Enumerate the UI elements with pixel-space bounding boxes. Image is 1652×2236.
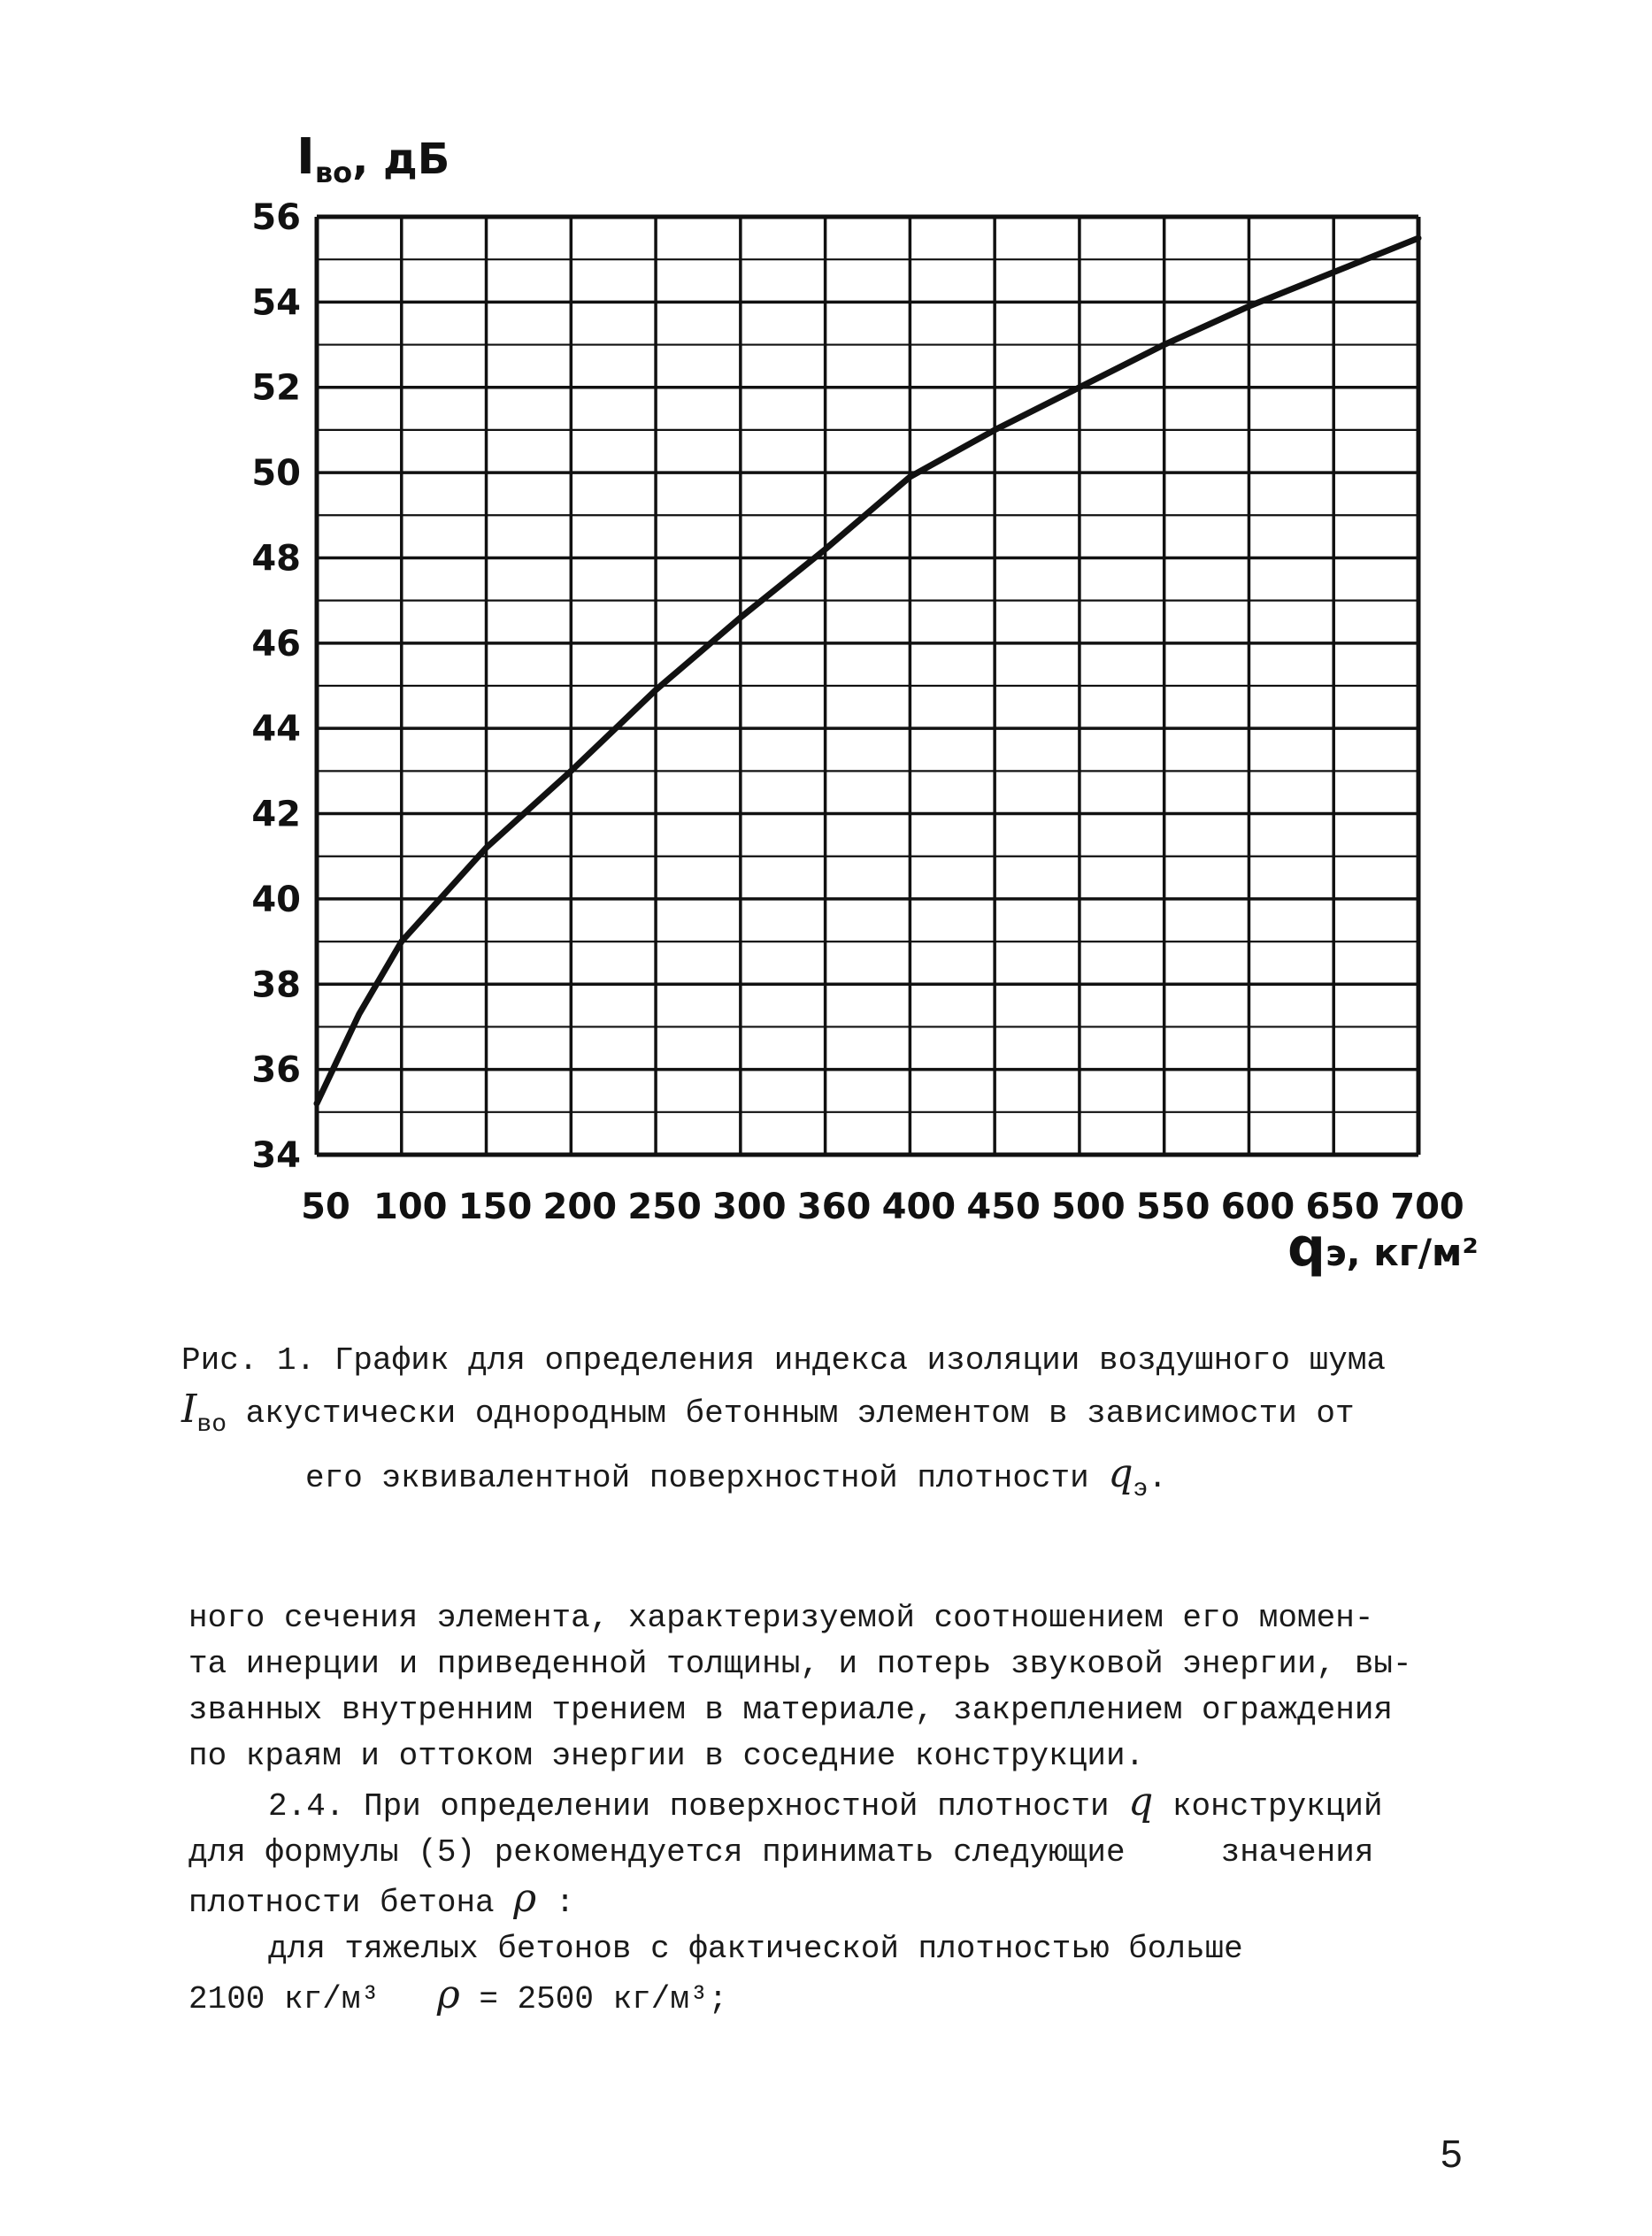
- y-tick-label: 52: [251, 367, 301, 409]
- x-tick-label: 650: [1305, 1187, 1379, 1227]
- y-tick-label: 40: [251, 879, 301, 920]
- y-axis-title: Iво, дБ: [296, 128, 450, 189]
- x-tick-label: 150: [457, 1187, 533, 1227]
- paragraph-line: по краям и оттоком энергии в соседние конструкции.: [188, 1738, 1145, 1774]
- x-tick-label: 400: [881, 1187, 957, 1227]
- y-tick-label: 36: [251, 1049, 301, 1091]
- x-tick-label: 450: [966, 1187, 1041, 1227]
- y-tick-labels: [251, 197, 301, 1176]
- y-tick-label: 38: [251, 964, 301, 1006]
- paragraph-line: та инерции и приведенной толщины, и потерь звуковой энергии, вы-: [188, 1646, 1412, 1682]
- x-tick-label: 50: [301, 1187, 350, 1227]
- symbol-i: I: [181, 1387, 197, 1432]
- paragraph-line: ного сечения элемента, характеризуемой соотношением его момен-: [188, 1600, 1374, 1636]
- symbol-q-sub: э: [1133, 1476, 1149, 1503]
- paragraph-line: званных внутренним трением в материале, закреплением ограждения: [188, 1692, 1394, 1728]
- x-tick-label: 500: [1051, 1187, 1126, 1227]
- symbol-q: q: [1108, 1451, 1133, 1496]
- caption-line-1: Рис. 1. График для определения индекса изоляции воздушного шума: [181, 1342, 1387, 1379]
- x-tick-label: 200: [542, 1187, 618, 1227]
- caption-line-2: $I_{во}$ акустически однородным бетонным элементом в зависимости от: [181, 1387, 1355, 1439]
- grid: [317, 217, 1418, 1155]
- x-tick-label: 360: [796, 1187, 872, 1227]
- x-axis-title: qэ, кг/м²: [1287, 1217, 1479, 1279]
- x-tick-label: 550: [1135, 1187, 1210, 1227]
- y-tick-label: 56: [251, 197, 301, 238]
- x-tick-label: 300: [712, 1187, 787, 1227]
- y-tick-label: 48: [251, 538, 301, 580]
- symbol-rho: ρ: [513, 1876, 537, 1921]
- x-tick-label: 700: [1390, 1187, 1464, 1227]
- paragraph-line: 2100 кг/м³ ρ = 2500 кг/м³;: [188, 1972, 728, 2017]
- symbol-rho: ρ: [436, 1972, 460, 2017]
- paragraph-line: плотности бетона ρ :: [188, 1876, 575, 1921]
- x-tick-label: 250: [627, 1187, 702, 1227]
- series-line-iwo: [317, 238, 1418, 1103]
- y-tick-label: 44: [251, 709, 301, 750]
- y-tick-label: 42: [251, 794, 301, 835]
- y-tick-label: 54: [251, 282, 301, 324]
- paragraph-line: для формулы (5) рекомендуется принимать следующие значения: [188, 1834, 1374, 1871]
- paragraph-line: для тяжелых бетонов с фактической плотностью больше: [268, 1931, 1243, 1967]
- y-tick-label: 34: [251, 1135, 301, 1176]
- y-tick-label: 46: [251, 623, 301, 665]
- page-number: 5: [1441, 2132, 1463, 2176]
- figure-caption: [181, 1336, 1473, 1514]
- paragraph-line: 2.4. При определении поверхностной плотности q конструкций: [268, 1779, 1383, 1825]
- body-text: [188, 1595, 1471, 2023]
- x-tick-label: 600: [1220, 1187, 1295, 1227]
- symbol-q: q: [1128, 1779, 1154, 1825]
- caption-line-3: его эквивалентной поверхностной плотности $q_э$.: [305, 1451, 1167, 1503]
- y-tick-label: 50: [251, 453, 301, 495]
- x-tick-label: 100: [373, 1187, 448, 1227]
- symbol-i-sub: во: [196, 1411, 227, 1439]
